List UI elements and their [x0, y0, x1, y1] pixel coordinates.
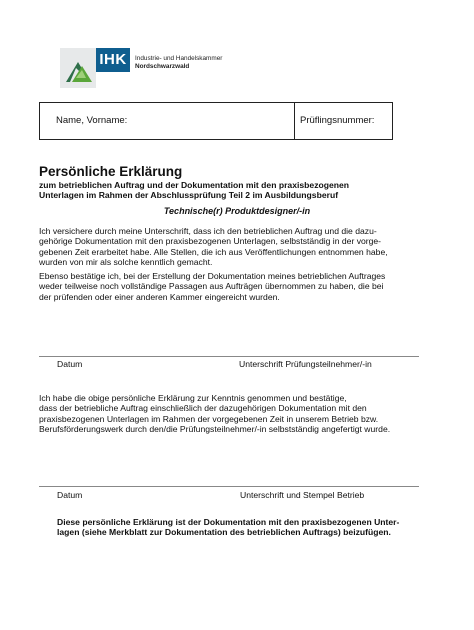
text-line: lagen (siehe Merkblatt zur Dokumentation des betrieblichen Auftrags) beizufügen. — [57, 527, 391, 538]
text-line: Diese persönliche Erklärung ist der Dokumentation mit den praxisbezogenen Unter- — [57, 517, 400, 527]
candidate-number-field[interactable] — [295, 103, 374, 139]
text-line: der prüfenden oder einer anderen Kammer eingereicht wurden. — [39, 291, 280, 302]
profession-heading: Technische(r) Produktdesigner/-in — [163, 206, 311, 216]
text-line: Ich habe die obige persönliche Erklärung zur Kenntnis genommen und bestätige, — [39, 393, 347, 403]
text-line: weder teilweise noch vollständige Passagen aus Aufträgen übernommen zu haben, die bei — [39, 281, 384, 292]
text-line: Ebenso bestätige ich, bei der Erstellung der Dokumentation meines betrieblichen Auftrages — [39, 271, 386, 281]
text-line: Berufsförderungswerk durch den/die Prüfungsteilnehmer/-in selbstständig angefertigt wurde. — [39, 424, 391, 435]
ihk-logo — [60, 48, 222, 88]
name-label: Name, Vorname: — [56, 115, 128, 126]
signature-line-company — [39, 486, 419, 487]
text-line: Ich versichere durch meine Unterschrift, dass ich den betrieblichen Auftrag und die dazu- — [39, 226, 377, 236]
logo-line-1: Industrie- und Handelskammer — [135, 55, 223, 62]
logo-brand: IHK — [96, 48, 130, 72]
signature-label-company: Unterschrift und Stempel Betrieb — [240, 490, 365, 500]
text-line: praxisbezogenen Unterlagen im Rahmen der vorgegebenen Zeit in unserem Betrieb bzw. — [39, 413, 379, 424]
signature-line-candidate — [39, 356, 419, 357]
name-field[interactable] — [40, 103, 295, 139]
page-title: Persönliche Erklärung — [39, 164, 183, 179]
candidate-info-box — [39, 102, 393, 140]
signature-label-candidate: Unterschrift Prüfungsteilnehmer/-in — [239, 359, 372, 369]
text-line: gebenen Zeit erarbeitet habe. Alle Stellen, die ich aus Veröffentlichungen entnommen habe, — [39, 246, 388, 257]
date-label-company: Datum — [57, 490, 83, 500]
mountain-logo-icon — [60, 48, 96, 88]
text-line: dass der betriebliche Auftrag einschließlich der dazugehörigen Dokumentation mit den — [39, 403, 367, 414]
text-line: gehörige Dokumentation mit den praxisbezogenen Unterlagen, selbstständig in der vorge- — [39, 236, 382, 247]
logo-line-2: Nordschwarzwald — [135, 63, 190, 70]
candidate-number-label: Prüflingsnummer: — [300, 115, 375, 126]
text-line: wurden von mir als solche kenntlich gemacht. — [39, 257, 213, 268]
company-confirmation-paragraph — [39, 393, 435, 435]
final-note — [57, 517, 427, 538]
subtitle-line-2: Unterlagen im Rahmen der Abschlussprüfung Teil 2 im Ausbildungsberuf — [39, 190, 339, 200]
declaration-paragraph-2 — [39, 271, 435, 302]
date-label-candidate: Datum — [57, 359, 83, 369]
declaration-paragraph-1 — [39, 226, 435, 268]
subtitle — [39, 180, 429, 200]
logo-chamber-name — [135, 55, 222, 71]
subtitle-line-1: zum betrieblichen Auftrag und der Dokumentation mit den praxisbezogenen — [39, 180, 350, 190]
